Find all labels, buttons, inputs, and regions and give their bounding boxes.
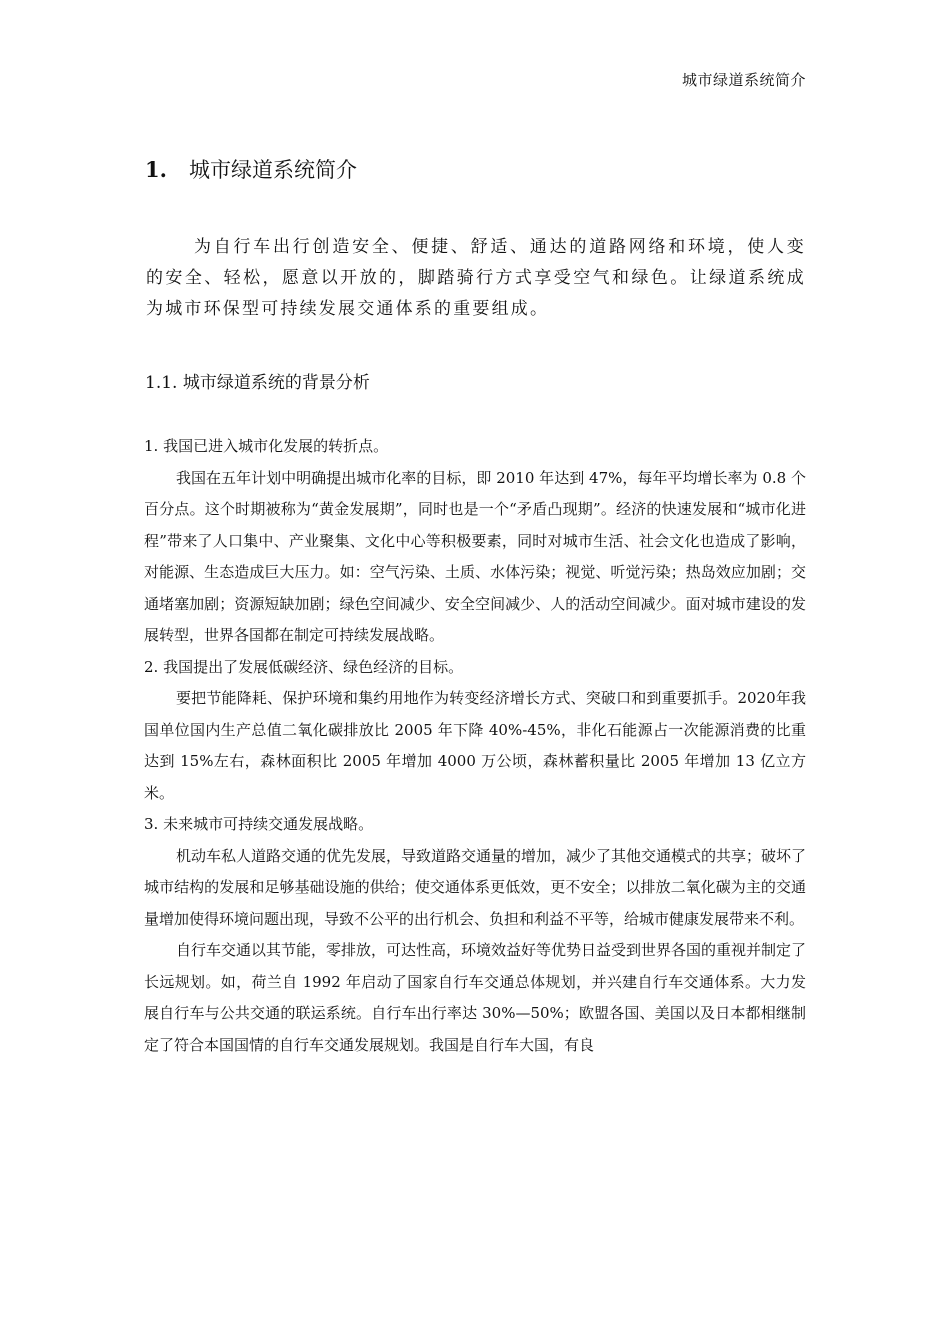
list-item-2: 2. 我国提出了发展低碳经济、绿色经济的目标。	[144, 657, 464, 676]
running-header: 城市绿道系统简介	[681, 71, 806, 89]
subsection-heading: 1.1. 城市绿道系统的背景分析	[145, 373, 370, 393]
section-number: 1.	[145, 157, 167, 182]
body-paragraph-2: 要把节能降耗、保护环境和集约用地作为转变经济增长方式、突破口和到重要抓手。2020年我国单位国内生产总值二氧化碳排放比 2005 年下降 40%-45%，非化石能源占一次能源消费的比重达到 15%左右，森林面积比 2005 年增加 4000 万公顷，森林蓄积量比 2005 年增加 13 亿立方米。	[144, 689, 806, 802]
list-item-3: 3. 未来城市可持续交通发展战略。	[144, 815, 374, 833]
list-item-1: 1. 我国已进入城市化发展的转折点。	[144, 437, 389, 455]
section-title: 城市绿道系统简介	[189, 158, 357, 182]
body-paragraph-1: 我国在五年计划中明确提出城市化率的目标，即 2010 年达到 47%，每年平均增长率为 0.8 个百分点。这个时期被称为“黄金发展期”，同时也是一个“矛盾凸现期”。经济的快速发展和“城市化进程”带来了人口集中、产业聚集、文化中心等积极要素，同时对城市生活、社会文化也造成了影响，对能源、生态造成巨大压力。如：空气污染、土质、水体污染；视觉、听觉污染；热岛效应加剧；交通堵塞加剧；资源短缺加剧；绿色空间减少、安全空间减少、人的活动空间减少。面对城市建设的发展转型，世界各国都在制定可持续发展战略。	[144, 468, 806, 644]
section-heading	[145, 156, 357, 184]
section-intro	[146, 232, 806, 325]
body-paragraph-3: 机动车私人道路交通的优先发展，导致道路交通量的增加，减少了其他交通模式的共享；破坏了城市结构的发展和足够基础设施的供给；使交通体系更低效，更不安全；以排放二氧化碳为主的交通量增加使得环境问题出现，导致不公平的出行机会、负担和利益不平等，给城市健康发展带来不利。	[144, 846, 807, 928]
body-paragraph-4: 自行车交通以其节能，零排放，可达性高，环境效益好等优势日益受到世界各国的重视并制定了长远规划。如，荷兰自 1992 年启动了国家自行车交通总体规划，并兴建自行车交通体系。大力发展自行车与公共交通的联运系统。自行车出行率达 30%—50%；欧盟各国、美国以及日本都相继制定了符合本国国情的自行车交通发展规划。我国是自行车大国，有良	[144, 941, 807, 1054]
subsection-body	[144, 431, 806, 1061]
intro-paragraph: 为自行车出行创造安全、便捷、舒适、通达的道路网络和环境，使人变的安全、轻松，愿意以开放的，脚踏骑行方式享受空气和绿色。让绿道系统成为城市环保型可持续发展交通体系的重要组成。	[146, 237, 806, 319]
